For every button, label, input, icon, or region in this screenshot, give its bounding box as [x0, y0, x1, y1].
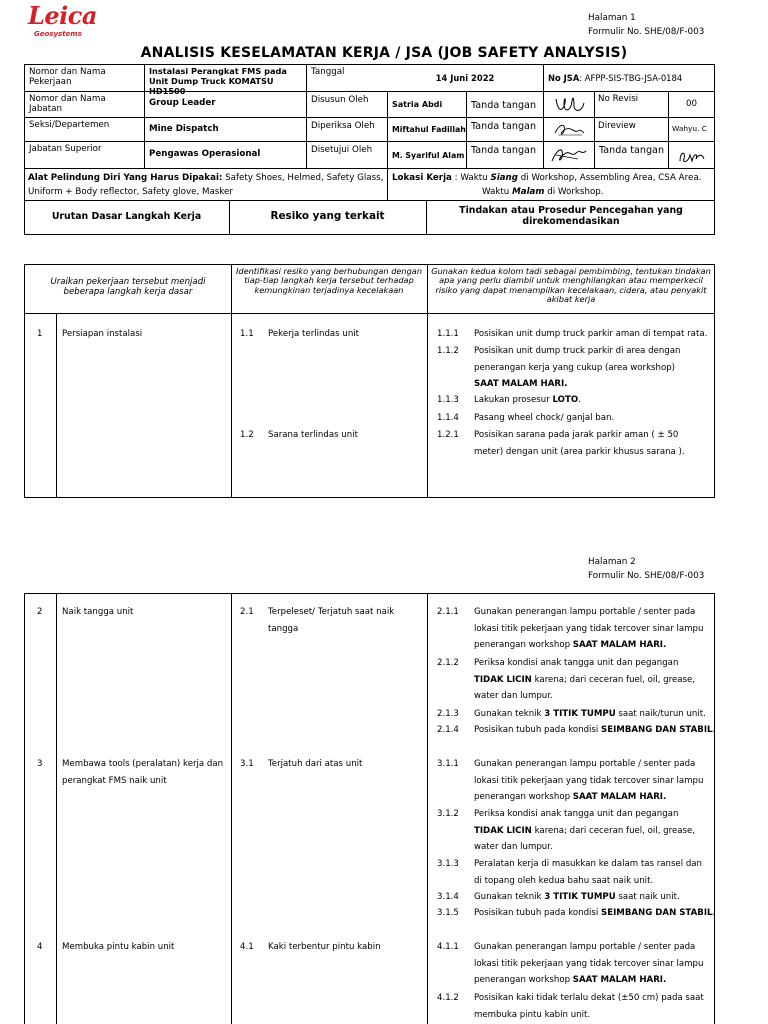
- lokasi-malam: Malam: [512, 187, 545, 197]
- logo-brand: Leica: [28, 1, 97, 30]
- action-text: [474, 905, 716, 922]
- form-number-2: Formulir No. SHE/08/F-003: [588, 571, 705, 581]
- action-line: lokasi titik pekerjaan yang tidak tercover sinar lampu: [474, 623, 704, 634]
- risk-number: 1.2: [240, 430, 254, 440]
- value-jabatan: Group Leader: [149, 98, 216, 108]
- col2-header: Resiko yang terkait: [270, 210, 385, 222]
- action-part: SAAT MALAM HARI.: [572, 792, 667, 802]
- action-part: .: [712, 908, 716, 918]
- action-line: Periksa kondisi anak tangga unit dan pegangan: [474, 658, 679, 668]
- action-text: [474, 856, 702, 889]
- risk-number: 1.1: [240, 329, 254, 339]
- col3-description: Gunakan kedua kolom tadi sebagai pembimbing, tentukan tindakan apa yang perlu diambil untuk menghilangkan atau memperkecil risiko yang dapat menampilkan kecelakaan, cidera, atau penyakit akibat kerja: [431, 266, 711, 305]
- action-part: Gunakan teknik: [474, 892, 545, 902]
- step-number: 1: [37, 329, 43, 339]
- no-jsa: [548, 73, 682, 83]
- signature-satria-abdi: [552, 93, 588, 115]
- action-number: 4.1.2: [437, 993, 459, 1003]
- action-part: karena; dari ceceran fuel, oil, grease,: [531, 674, 696, 685]
- risk-number: 4.1: [240, 942, 254, 952]
- action-line: meter) dengan unit (area parkir khusus sarana ).: [474, 446, 685, 457]
- action-line: water dan lumpur.: [474, 842, 553, 852]
- action-number: 3.1.2: [437, 809, 459, 819]
- action-line: Gunakan penerangan lampu portable / senter pada: [474, 759, 696, 769]
- action-line: SAAT MALAM HARI.: [474, 379, 568, 389]
- action-text: [474, 806, 695, 856]
- value-seksi: Mine Dispatch: [149, 124, 219, 134]
- action-text: [474, 990, 704, 1023]
- value-disetujui: M. Syariful Alam: [392, 151, 465, 160]
- action-line: membuka pintu kabin unit.: [474, 1009, 591, 1020]
- label-no-jsa: No JSA: [548, 73, 580, 83]
- action-part: .: [712, 725, 716, 735]
- logo-sub: Geosystems: [34, 30, 82, 38]
- action-line: Posisikan unit dump truck parkir di area dengan: [474, 346, 681, 356]
- action-text: [474, 706, 706, 723]
- value-disusun: Satria Abdi: [392, 100, 443, 109]
- lokasi-1a: : Waktu: [451, 173, 491, 183]
- action-line: [474, 789, 703, 806]
- action-line: [474, 637, 703, 654]
- action-line: [474, 672, 695, 689]
- label-tanda-tangan-3: Tanda tangan: [471, 145, 537, 156]
- action-number: 1.1.1: [437, 329, 459, 339]
- label-no-revisi: No Revisi: [598, 94, 639, 104]
- action-number: 3.1.1: [437, 759, 459, 769]
- action-part: saat naik/turun unit.: [615, 709, 706, 719]
- action-part: Posisikan tubuh pada kondisi: [474, 725, 602, 735]
- action-line: lokasi titik pekerjaan yang tidak tercover sinar lampu: [474, 958, 704, 969]
- label-atasan: Jabatan Superior: [29, 144, 102, 154]
- action-number: 4.1.1: [437, 942, 459, 952]
- step-text: Naik tangga unit: [62, 607, 134, 617]
- action-part: Posisikan tubuh pada kondisi: [474, 908, 602, 918]
- label-tanda-tangan-4: Tanda tangan: [599, 145, 665, 156]
- step-number: 4: [37, 942, 43, 952]
- action-text: [474, 427, 685, 460]
- action-line: Posisikan kaki tidak terlalu dekat (±50 cm) pada saat: [474, 993, 704, 1003]
- action-line: Gunakan penerangan lampu portable / senter pada: [474, 607, 696, 617]
- apd-label: Alat Pelindung Diri Yang Harus Dipakai:: [28, 173, 223, 183]
- label-jabatan: Nomor dan Nama Jabatan: [29, 94, 106, 115]
- lokasi-1b: di Workshop, Assembling Area, CSA Area.: [517, 173, 702, 183]
- label-seksi: Seksi/Departemen: [29, 120, 110, 130]
- step-text: Membuka pintu kabin unit: [62, 942, 175, 952]
- risk-text: Terpeleset/ Terjatuh saat naik tangga: [268, 607, 395, 634]
- lokasi-2a: Waktu: [482, 187, 513, 197]
- leica-logo: [28, 1, 97, 38]
- action-part: saat naik unit.: [615, 892, 680, 902]
- label-direview: Direview: [598, 121, 636, 131]
- step-number: 2: [37, 607, 43, 617]
- risk-text: Kaki terbentur pintu kabin: [268, 942, 381, 952]
- action-number: 2.1.2: [437, 658, 459, 668]
- action-number: 1.1.3: [437, 395, 459, 405]
- col2-description: Identifikasi resiko yang berhubungan dengan tiap-tiap langkah kerja tersebut terhadap kemungkinan terjadinya kecelakaan: [235, 266, 423, 295]
- value-atasan: Pengawas Operasional: [149, 149, 261, 159]
- action-text: [474, 889, 680, 906]
- action-text: [474, 722, 716, 739]
- value-no-jsa: : AFPP-SIS-TBG-JSA-0184: [579, 73, 683, 83]
- value-no-revisi: 00: [685, 99, 698, 109]
- action-number: 1.2.1: [437, 430, 459, 440]
- action-text: [474, 604, 703, 654]
- lokasi-text: [392, 171, 714, 199]
- value-direview: Wahyu. C: [672, 124, 707, 133]
- action-number: 2.1.3: [437, 709, 459, 719]
- action-line: Periksa kondisi anak tangga unit dan pegangan: [474, 809, 679, 819]
- value-diperiksa: Miftahul Fadillah: [392, 125, 466, 134]
- action-line: Peralatan kerja di masukkan ke dalam tas ransel dan: [474, 859, 702, 869]
- action-text: [474, 392, 581, 409]
- action-line: penerangan kerja yang cukup (area workshop): [474, 362, 676, 373]
- step-number: 3: [37, 759, 43, 769]
- lokasi-2b: di Workshop.: [544, 187, 604, 197]
- action-number: 2.1.1: [437, 607, 459, 617]
- action-part: Lakukan prosesur: [474, 395, 553, 405]
- step-text: Persiapan instalasi: [62, 329, 143, 339]
- action-text: Pasang wheel chock/ ganjal ban.: [474, 413, 615, 423]
- action-part: penerangan workshop: [474, 975, 573, 985]
- action-line: water dan lumpur.: [474, 691, 553, 701]
- action-text: [474, 939, 703, 989]
- action-part: 3 TITIK TUMPU: [544, 709, 616, 719]
- label-tanda-tangan-1: Tanda tangan: [471, 100, 537, 111]
- label-nama-pekerjaan: Nomor dan Nama Pekerjaan: [29, 67, 106, 88]
- action-line: di topang oleh kedua bahu saat naik unit.: [474, 875, 654, 886]
- action-part: penerangan workshop: [474, 792, 573, 802]
- lokasi-siang: Siang: [490, 173, 518, 183]
- step-text: Membawa tools (peralatan) kerja dan perangkat FMS naik unit: [62, 759, 224, 786]
- value-tanggal: 14 Juni 2022: [435, 73, 495, 83]
- label-tanggal: Tanggal: [311, 67, 345, 77]
- signature-reviewer: [676, 145, 708, 167]
- action-line: lokasi titik pekerjaan yang tidak tercover sinar lampu: [474, 775, 704, 786]
- action-text: Posisikan unit dump truck parkir aman di tempat rata.: [474, 329, 708, 339]
- action-line: Gunakan penerangan lampu portable / senter pada: [474, 942, 696, 952]
- action-text: [474, 756, 703, 806]
- action-text: [474, 655, 695, 705]
- action-number: 3.1.4: [437, 892, 459, 902]
- action-part: LOTO: [552, 395, 579, 405]
- col1-description: Uraikan pekerjaan tersebut menjadi beberapa langkah kerja dasar: [50, 277, 206, 298]
- risk-text: Sarana terlindas unit: [268, 430, 358, 440]
- apd-text: [28, 171, 384, 199]
- label-tanda-tangan-2: Tanda tangan: [471, 121, 537, 132]
- action-number: 1.1.2: [437, 346, 459, 356]
- action-part: penerangan workshop: [474, 640, 573, 650]
- action-part: TIDAK LICIN: [474, 674, 532, 685]
- action-part: Gunakan teknik: [474, 709, 545, 719]
- page-number-1: Halaman 1: [588, 13, 636, 23]
- label-disetujui: Disetujui Oleh: [311, 145, 373, 155]
- lokasi-line-2: [392, 185, 714, 199]
- col3-header: Tindakan atau Prosedur Pencegahan yang direkomendasikan: [459, 205, 683, 228]
- page-number-2: Halaman 2: [588, 557, 636, 567]
- value-nama-pekerjaan: Instalasi Perangkat FMS pada Unit Dump Truck KOMATSU HD1500: [149, 66, 287, 96]
- apd-value: Safety Shoes, Helmed, Safety Glass, Uniform + Body reflector, Safety glove, Masker: [28, 173, 384, 197]
- risk-text: Terjatuh dari atas unit: [268, 759, 363, 769]
- signature-syariful-alam: [548, 143, 588, 167]
- signature-miftahul-fadillah: [552, 119, 586, 139]
- document-title: ANALISIS KESELAMATAN KERJA / JSA (JOB SAFETY ANALYSIS): [140, 45, 628, 61]
- action-part: 3 TITIK TUMPU: [544, 892, 616, 902]
- label-disusun: Disusun Oleh: [311, 95, 369, 105]
- action-number: 1.1.4: [437, 413, 459, 423]
- risk-number: 2.1: [240, 607, 254, 617]
- form-number-1: Formulir No. SHE/08/F-003: [588, 27, 705, 37]
- action-line: Posisikan sarana pada jarak parkir aman ( ± 50: [474, 430, 679, 440]
- action-number: 3.1.5: [437, 908, 459, 918]
- label-diperiksa: Diperiksa Oleh: [311, 121, 375, 131]
- action-part: karena; dari ceceran fuel, oil, grease,: [531, 825, 696, 836]
- action-part: SAAT MALAM HARI.: [572, 640, 667, 650]
- risk-number: 3.1: [240, 759, 254, 769]
- action-text: [474, 343, 680, 393]
- action-line: [474, 823, 695, 840]
- action-part: SEIMBANG DAN STABIL: [601, 908, 713, 918]
- lokasi-line-1: [392, 171, 714, 185]
- action-part: .: [578, 395, 581, 405]
- action-number: 2.1.4: [437, 725, 459, 735]
- action-line: [474, 972, 703, 989]
- action-number: 3.1.3: [437, 859, 459, 869]
- col1-header: Urutan Dasar Langkah Kerja: [51, 211, 202, 222]
- action-part: SEIMBANG DAN STABIL: [601, 725, 713, 735]
- action-part: TIDAK LICIN: [474, 825, 532, 836]
- risk-text: Pekerja terlindas unit: [268, 329, 360, 339]
- lokasi-label: Lokasi Kerja: [392, 173, 452, 183]
- action-part: SAAT MALAM HARI.: [572, 975, 667, 985]
